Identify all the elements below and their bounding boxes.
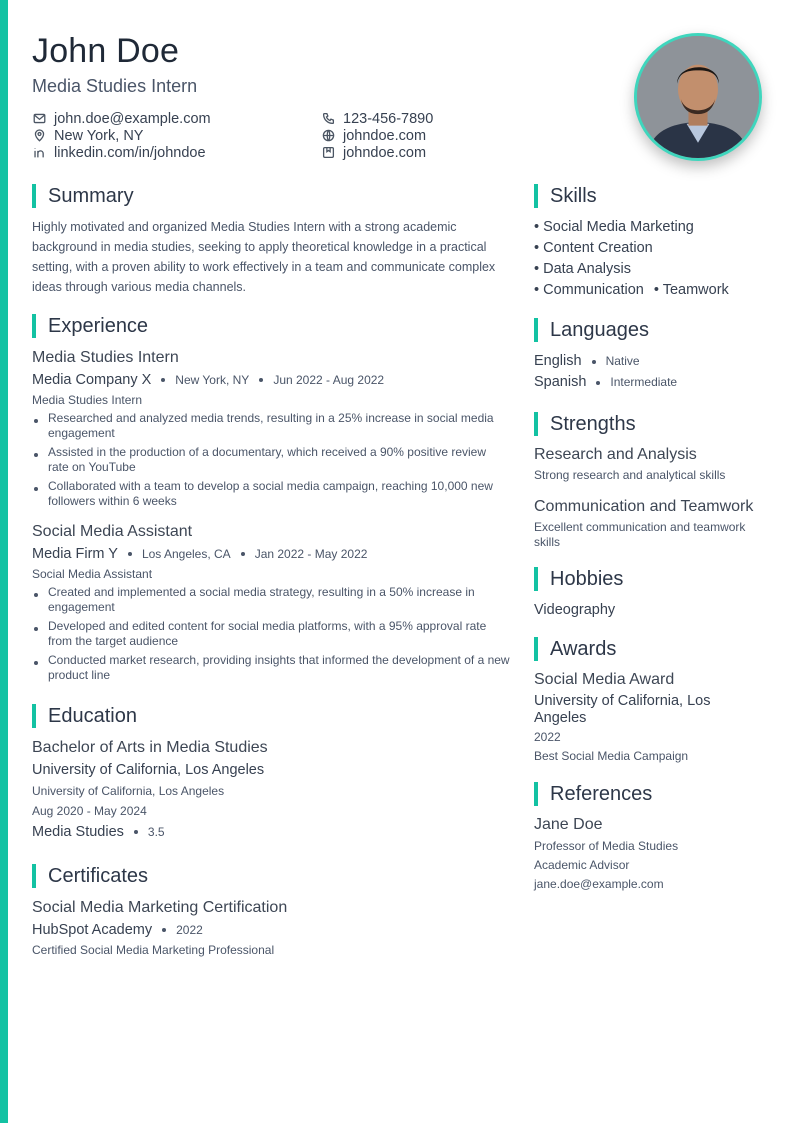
linkedin-icon bbox=[32, 146, 46, 160]
list-item: Assisted in the production of a documentary, which received a 90% positive review rate on YouTube bbox=[32, 445, 510, 475]
reference-position: Professor of Media Studies bbox=[534, 839, 679, 853]
resume-header bbox=[32, 30, 612, 161]
languages-section bbox=[534, 317, 764, 393]
job-dates: Jan 2022 - May 2022 bbox=[254, 547, 368, 561]
list-item: Created and implemented a social media strategy, resulting in a 50% increase in engagement bbox=[32, 585, 510, 615]
location-pin-icon bbox=[32, 129, 46, 143]
strength-title: Communication and Teamwork bbox=[534, 498, 754, 515]
section-accent-bar bbox=[32, 864, 36, 888]
mail-icon bbox=[32, 112, 46, 126]
section-heading bbox=[32, 183, 510, 209]
awards-section bbox=[534, 636, 764, 765]
section-accent-bar bbox=[32, 314, 36, 338]
contact-location-text: New York, NY bbox=[54, 127, 144, 144]
education-gpa: 3.5 bbox=[147, 825, 165, 839]
section-heading bbox=[32, 703, 510, 729]
award-issuer: University of California, Los Angeles bbox=[534, 693, 711, 726]
certificate-year: 2022 bbox=[176, 923, 203, 937]
job-bullets bbox=[32, 411, 510, 509]
references-heading: References bbox=[550, 782, 653, 805]
language-name: Spanish bbox=[534, 374, 587, 390]
list-item: • Teamwork bbox=[653, 282, 729, 298]
education-heading: Education bbox=[48, 704, 137, 727]
section-heading bbox=[534, 411, 764, 437]
separator-dot bbox=[241, 552, 245, 556]
section-heading bbox=[534, 781, 764, 807]
award-year: 2022 bbox=[534, 730, 561, 744]
job-meta bbox=[32, 543, 510, 565]
profile-photo bbox=[634, 33, 762, 161]
list-item: Collaborated with a team to develop a social media campaign, reaching 10,000 new followers within 6 weeks bbox=[32, 479, 510, 509]
job-entry bbox=[32, 521, 510, 683]
accent-sidebar-bar bbox=[0, 0, 8, 1123]
experience-section bbox=[32, 313, 510, 683]
hobby-item: Videography bbox=[534, 602, 616, 618]
job-dates: Jun 2022 - Aug 2022 bbox=[273, 373, 385, 387]
award-title: Social Media Award bbox=[534, 671, 675, 688]
hobbies-heading: Hobbies bbox=[550, 567, 624, 590]
certificate-name: Social Media Marketing Certification bbox=[32, 899, 288, 916]
list-item: • Communication bbox=[534, 282, 644, 298]
separator-dot bbox=[161, 378, 165, 382]
job-bullets bbox=[32, 585, 510, 683]
section-heading bbox=[534, 636, 764, 662]
reference-name: Jane Doe bbox=[534, 816, 603, 833]
strength-desc: Strong research and analytical skills bbox=[534, 468, 726, 482]
languages-heading: Languages bbox=[550, 318, 649, 341]
certificates-heading: Certificates bbox=[48, 864, 149, 887]
education-field: Media Studies bbox=[32, 824, 124, 840]
side-column bbox=[534, 183, 764, 894]
section-accent-bar bbox=[534, 412, 538, 436]
strength-desc: Excellent communication and teamwork skills bbox=[534, 520, 746, 549]
skills-section bbox=[534, 183, 764, 301]
contact-website-text: johndoe.com bbox=[343, 127, 427, 144]
list-item: Developed and edited content for social media platforms, with a 95% approval rate from the target audience bbox=[32, 619, 510, 649]
education-section bbox=[32, 703, 510, 843]
list-item: • Content Creation bbox=[534, 240, 653, 256]
section-heading bbox=[534, 317, 764, 343]
section-heading bbox=[534, 566, 764, 592]
section-accent-bar bbox=[534, 567, 538, 591]
list-item: • Social Media Marketing bbox=[534, 219, 694, 235]
separator-dot bbox=[259, 378, 263, 382]
phone-icon bbox=[321, 112, 335, 126]
education-school: University of California, Los Angeles bbox=[32, 762, 265, 778]
reference-role: Academic Advisor bbox=[534, 858, 630, 872]
job-meta bbox=[32, 369, 510, 391]
job-role: Social Media Assistant bbox=[32, 567, 153, 581]
job-company: Media Firm Y bbox=[32, 546, 118, 562]
contact-phone[interactable] bbox=[321, 110, 610, 127]
reference-email[interactable]: jane.doe@example.com bbox=[534, 877, 664, 891]
contact-website[interactable] bbox=[321, 127, 610, 144]
language-item bbox=[534, 351, 764, 372]
list-item: • Data Analysis bbox=[534, 261, 631, 277]
contact-portfolio-text: johndoe.com bbox=[343, 144, 427, 161]
language-level: Intermediate bbox=[610, 375, 678, 389]
contact-phone-text: 123-456-7890 bbox=[343, 110, 434, 127]
contact-email[interactable] bbox=[32, 110, 321, 127]
list-item: Conducted market research, providing insights that informed the development of a new product line bbox=[32, 653, 510, 683]
certificate-meta bbox=[32, 919, 510, 941]
education-dates: Aug 2020 - May 2024 bbox=[32, 804, 147, 818]
separator-dot bbox=[134, 830, 138, 834]
job-role: Media Studies Intern bbox=[32, 393, 143, 407]
language-level: Native bbox=[605, 354, 640, 368]
job-title: Social Media Assistant bbox=[32, 523, 193, 540]
strength-title: Research and Analysis bbox=[534, 446, 697, 463]
contact-location bbox=[32, 127, 321, 144]
separator-dot bbox=[162, 928, 166, 932]
experience-heading: Experience bbox=[48, 314, 149, 337]
candidate-title: Media Studies Intern bbox=[32, 76, 198, 96]
section-accent-bar bbox=[32, 704, 36, 728]
job-location: New York, NY bbox=[175, 373, 250, 387]
strengths-section bbox=[534, 411, 764, 550]
contact-email-text: john.doe@example.com bbox=[54, 110, 211, 127]
separator-dot bbox=[592, 360, 596, 364]
contact-portfolio[interactable] bbox=[321, 144, 610, 161]
certificate-issuer: HubSpot Academy bbox=[32, 922, 153, 938]
job-title: Media Studies Intern bbox=[32, 349, 179, 366]
section-heading bbox=[32, 313, 510, 339]
summary-section bbox=[32, 183, 510, 297]
strengths-heading: Strengths bbox=[550, 412, 636, 435]
separator-dot bbox=[596, 381, 600, 385]
section-accent-bar bbox=[534, 637, 538, 661]
globe-icon bbox=[321, 129, 335, 143]
skills-heading: Skills bbox=[550, 184, 597, 207]
profile-photo-illustration bbox=[637, 36, 759, 158]
portfolio-icon bbox=[321, 146, 335, 160]
job-company: Media Company X bbox=[32, 372, 152, 388]
summary-heading: Summary bbox=[48, 184, 134, 207]
section-accent-bar bbox=[534, 184, 538, 208]
education-field-row bbox=[32, 821, 510, 843]
section-heading bbox=[32, 863, 510, 889]
job-entry bbox=[32, 347, 510, 509]
skills-list bbox=[534, 217, 764, 301]
list-item: Researched and analyzed media trends, resulting in a 25% increase in social media engagement bbox=[32, 411, 510, 441]
references-section bbox=[534, 781, 764, 894]
job-location: Los Angeles, CA bbox=[141, 547, 231, 561]
award-desc: Best Social Media Campaign bbox=[534, 749, 689, 763]
section-accent-bar bbox=[32, 184, 36, 208]
separator-dot bbox=[128, 552, 132, 556]
section-accent-bar bbox=[534, 782, 538, 806]
hobbies-section bbox=[534, 566, 764, 620]
education-degree: Bachelor of Arts in Media Studies bbox=[32, 739, 268, 756]
education-school-sub: University of California, Los Angeles bbox=[32, 784, 225, 798]
awards-heading: Awards bbox=[550, 637, 617, 660]
language-name: English bbox=[534, 353, 582, 369]
section-heading bbox=[534, 183, 764, 209]
section-accent-bar bbox=[534, 318, 538, 342]
contact-linkedin[interactable] bbox=[32, 144, 321, 161]
certificate-desc: Certified Social Media Marketing Professional bbox=[32, 943, 275, 957]
main-column bbox=[32, 183, 510, 959]
summary-text: Highly motivated and organized Media Studies Intern with a strong academic background in media studies, seeking to apply theoretical knowledge in a practical setting, with a proven ability to work effectively in a team and communicate complex ideas through various media channels. bbox=[32, 220, 496, 294]
contact-linkedin-text: linkedin.com/in/johndoe bbox=[54, 144, 206, 161]
language-item bbox=[534, 372, 764, 393]
candidate-name: John Doe bbox=[32, 32, 180, 70]
certificates-section bbox=[32, 863, 510, 959]
contact-grid bbox=[32, 110, 612, 161]
